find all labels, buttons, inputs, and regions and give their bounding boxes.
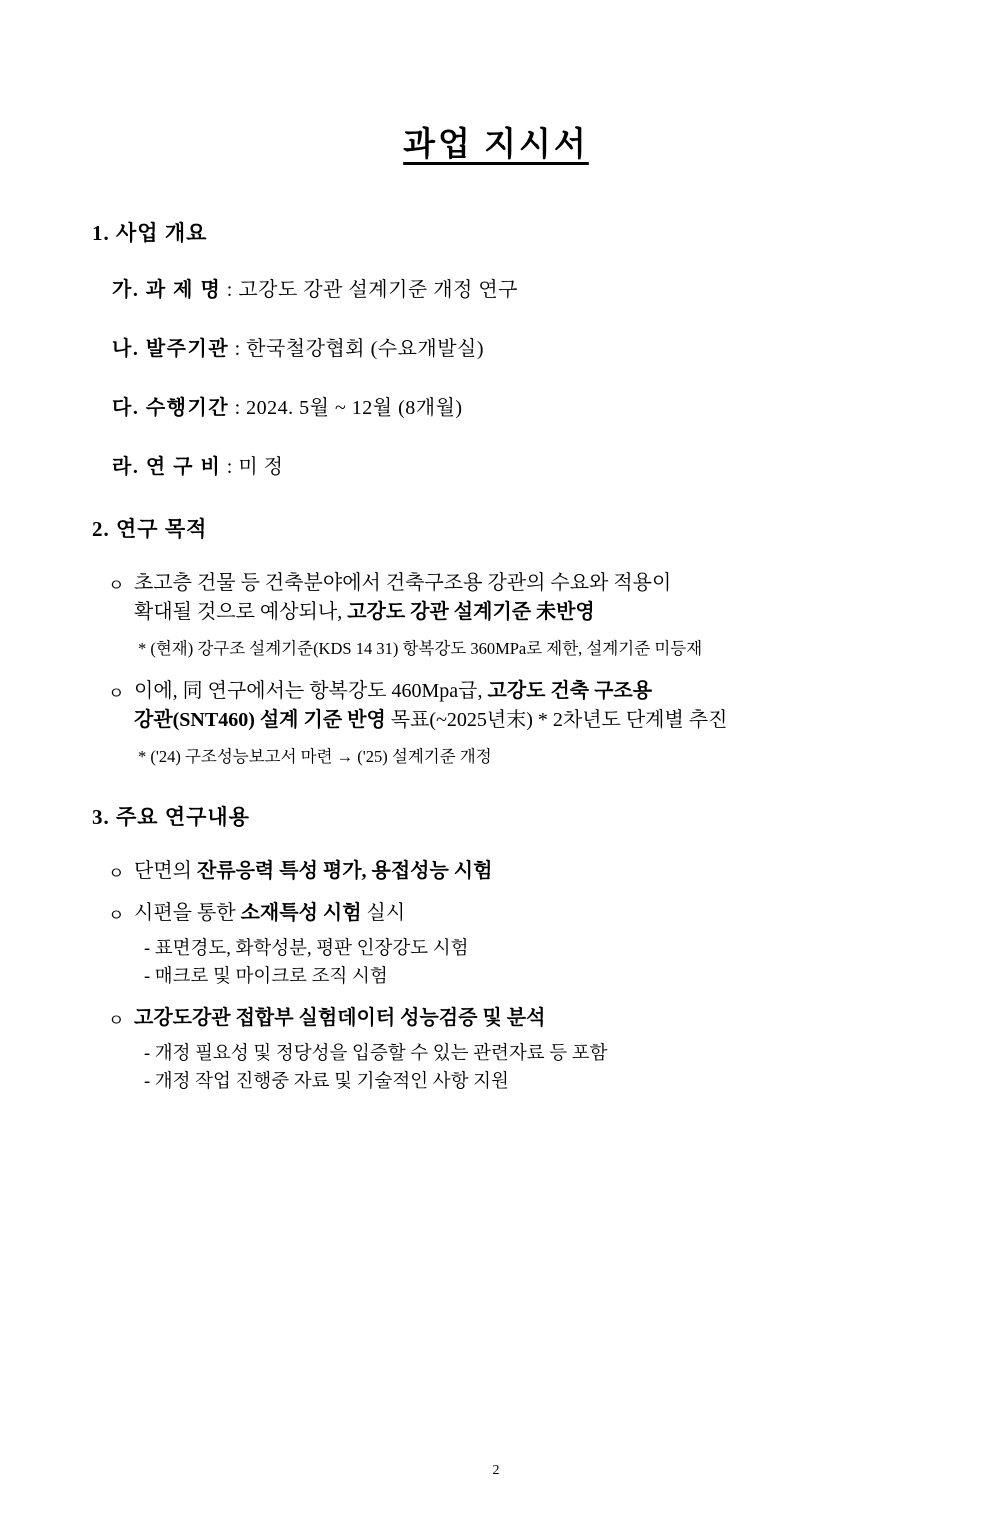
bullet-line-1: 초고층 건물 등 건축분야에서 건축구조용 강관의 수요와 적용이 [134,572,672,594]
bullet-line-2: 목표(~2025년末) * 2차년도 단계별 추진 [385,709,728,731]
item-value: 한국철강협회 (수요개발실) [246,338,485,360]
bullet-line-2-emphasis: 고강도 강관 설계기준 未반영 [347,601,595,623]
list-item [112,391,904,420]
bullet-item [108,1004,904,1034]
bullet-text-tail: 실시 [361,901,406,924]
bullet-text [134,677,904,735]
bullet-text [134,857,904,886]
item-label: 다. 수행기간 [112,397,230,419]
item-value: 미 정 [238,456,284,478]
item-separator: : [221,279,239,301]
item-value: 고강도 강관 설계기준 개정 연구 [238,279,519,301]
list-item [112,450,904,479]
item-value: 2024. 5월 ~ 12월 (8개월) [246,397,463,419]
sub-list-item: - 개정 작업 진행중 자료 및 기술적인 사항 지원 [144,1071,509,1092]
bullet-item [108,857,904,887]
document-page [0,118,992,1521]
section-heading: 3. 주요 연구내용 [92,805,250,829]
section-business-overview [88,217,904,479]
item-separator: : [229,397,247,419]
page-title: 과업 지시서 [403,127,589,163]
bullet-text-plain: 단면의 [134,860,197,882]
item-separator: : [221,456,239,478]
bullet-text [134,899,904,928]
item-label: 나. 발주기관 [112,338,230,360]
bullet-item [108,899,904,929]
item-label: 라. 연 구 비 [112,456,222,478]
bullet-marker: ㅇ [108,864,125,883]
section-main-research-content [88,801,904,1097]
bullet-marker: ㅇ [108,905,125,925]
page-number: 2 [492,1463,500,1478]
section-heading: 2. 연구 목적 [92,517,208,541]
bullet-marker: ㅇ [108,1010,125,1030]
bullet-item [108,569,904,627]
sub-list-item: - 개정 필요성 및 정당성을 입증할 수 있는 관련자료 등 포함 [144,1044,608,1064]
bullet-text-emphasis: 잔류응력 특성 평가, 용접성능 시험 [196,860,493,882]
section-heading: 1. 사업 개요 [92,221,208,245]
section-research-purpose [88,513,904,767]
item-label: 가. 과 제 명 [112,279,222,301]
sub-list-item: - 매크로 및 마이크로 조직 시험 [144,966,388,987]
bullet-note: * ('24) 구조성능보고서 마련 → ('25) 설계기준 개정 [138,747,492,766]
bullet-line-2: 확대될 것으로 예상되나, [134,601,348,623]
bullet-text-emphasis: 고강도강관 접합부 실험데이터 성능검증 및 분석 [134,1006,546,1029]
bullet-marker: ㅇ [108,576,125,595]
bullet-text-emphasis: 소재특성 시험 [240,901,362,924]
bullet-item [108,677,904,735]
bullet-line-2-emphasis: 강관(SNT460) 설계 기준 반영 [134,709,386,731]
item-separator: : [229,338,247,360]
list-item [112,273,904,302]
sub-list-item: - 표면경도, 화학성분, 평판 인장강도 시험 [144,939,469,959]
bullet-marker: ㅇ [108,684,125,703]
bullet-line-1-emphasis: 고강도 건축 구조용 [487,680,653,702]
list-item [112,332,904,361]
bullet-line-1: 이에, 同 연구에서는 항복강도 460Mpa급, [134,680,488,702]
bullet-text-plain: 시편을 통한 [134,901,241,924]
bullet-note: * (현재) 강구조 설계기준(KDS 14 31) 항복강도 360MPa로 제한, 설계기준 미등재 [138,639,703,658]
bullet-text [134,569,904,627]
